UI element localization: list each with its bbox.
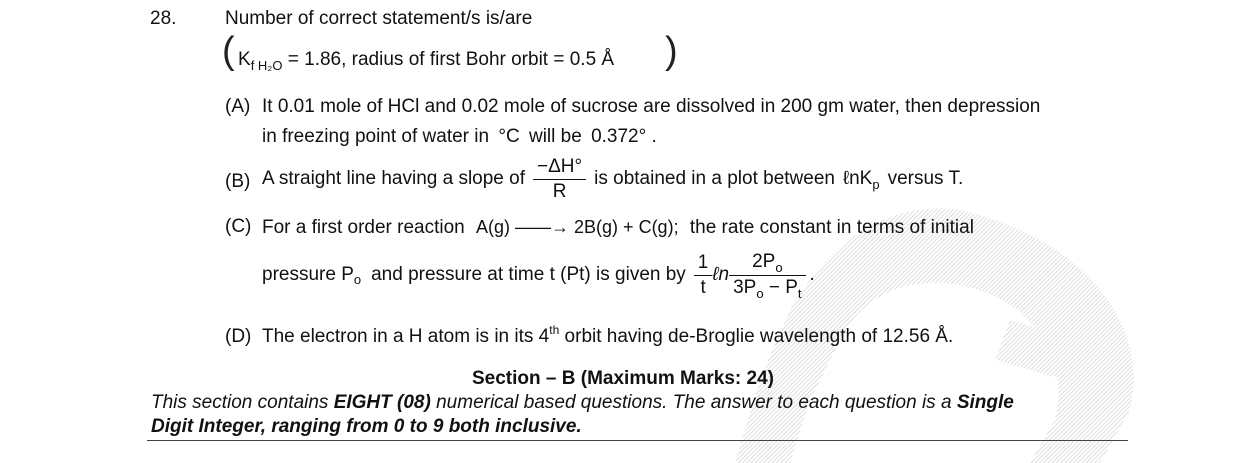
option-a-line1: It 0.01 mole of HCl and 0.02 mole of sucrose are dissolved in 200 gm water, then depression <box>262 96 1041 117</box>
k-value: = 1.86, radius of first Bohr orbit = 0.5 <box>287 49 597 70</box>
option-d-text: The electron in a H atom is in its 4th orbit having de-Broglie wavelength of 12.56 Å. <box>262 323 954 347</box>
eight-count: EIGHT (08) <box>333 392 431 413</box>
option-c-label: (C) <box>225 216 252 237</box>
option-a-value: 0.372° <box>591 126 647 147</box>
ln-kp: ℓnK$_p$ <box>842 167 880 192</box>
angstrom-symbol: Å <box>601 49 615 70</box>
option-a-line2: in freezing point of water in °C will be 0.372° . <box>262 126 657 147</box>
k-subscript: f H₂O <box>250 58 283 73</box>
pressure-fraction: $\frac{2P_o}{3P_o - P_t}$ <box>729 251 805 300</box>
angstrom-symbol-d: Å <box>935 326 948 347</box>
option-b-label: (B) <box>225 171 251 192</box>
option-b-text: A straight line having a slope of $\frac{-\Delta H^\circ}{R}$ is obtained in a plot between ℓnK$_p$ versus T. <box>262 155 964 202</box>
fraction-one-over-t: $\frac{1}{t}$ <box>694 252 713 299</box>
slope-fraction: $\frac{-\Delta H^\circ}{R}$ <box>533 156 586 203</box>
question-stem: Number of correct statement/s is/are <box>225 8 533 29</box>
section-divider <box>147 440 1128 441</box>
option-c-line2: pressure P o and pressure at time t (Pt) is given by $\frac{1}{t}$ ℓn $\frac{2P_o}{3P_o - P_t}$ . <box>262 250 815 301</box>
deg-c: °C <box>498 126 520 147</box>
section-title: Section – B (Maximum Marks: 24) <box>472 368 774 389</box>
section-instructions-line2: Digit Integer, ranging from 0 to 9 both inclusive. <box>151 416 582 437</box>
reaction-equation: A(g) ——→ 2B(g) + C(g); <box>476 217 679 237</box>
ln-symbol: ℓn <box>712 264 730 285</box>
option-d-label: (D) <box>225 326 252 347</box>
k-symbol: K <box>238 49 251 70</box>
left-paren-icon: ( <box>222 30 235 72</box>
option-c-line1: For a first order reaction A(g) ——→ 2B(g) + C(g); the rate constant in terms of initial <box>262 217 974 238</box>
question-number: 28. <box>150 8 177 29</box>
section-instructions-line1: This section contains EIGHT (08) numerical based questions. The answer to each question is a Single <box>151 392 1014 413</box>
option-a-label: (A) <box>225 96 251 117</box>
right-paren-icon: ) <box>665 30 678 72</box>
